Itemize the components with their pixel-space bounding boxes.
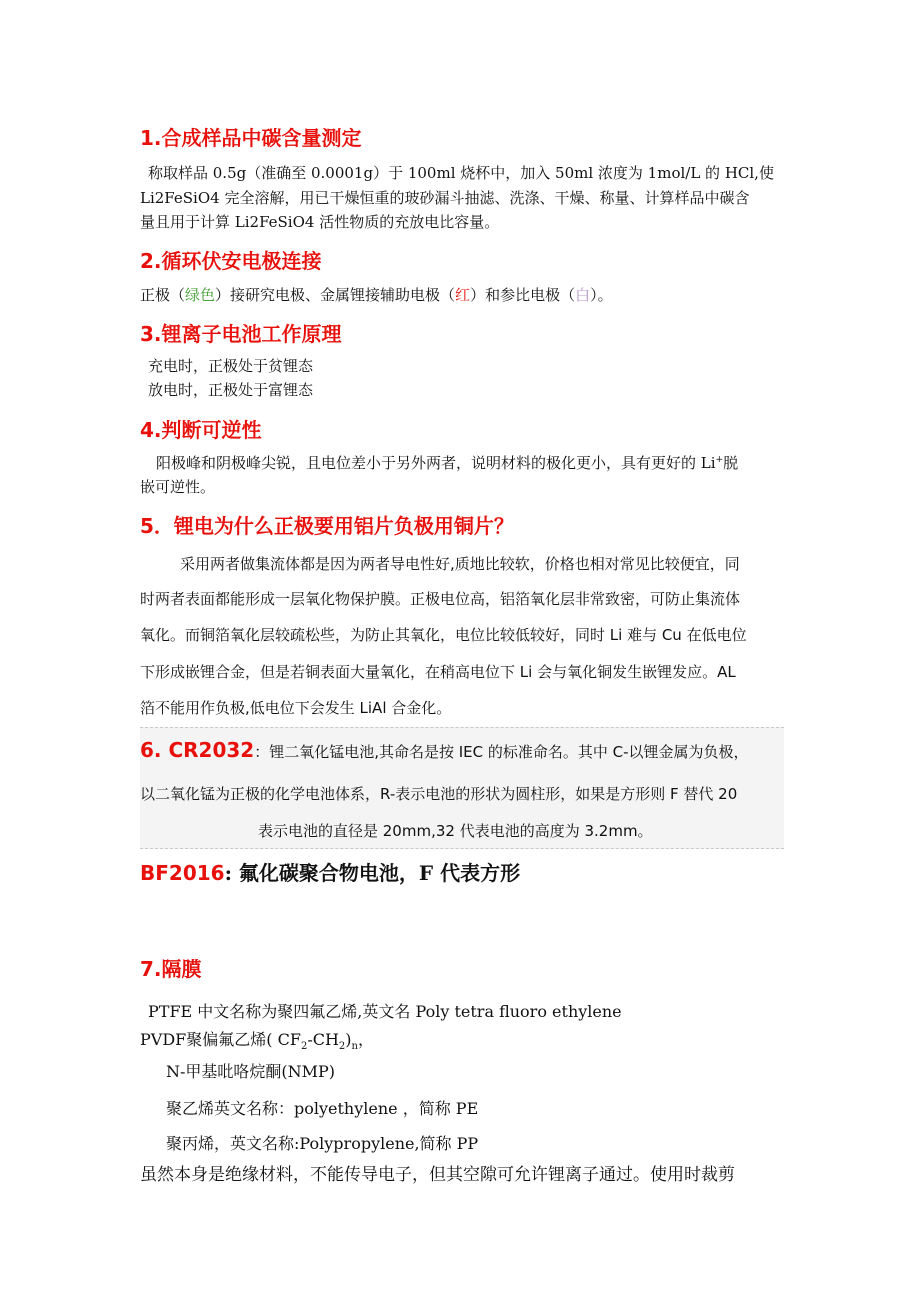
section-2-title: 2.循环伏安电极连接 <box>140 249 322 273</box>
red-label: 红 <box>455 286 471 304</box>
section-6-line-2: 以二氧化锰为正极的化学电池体系，R-表示电池的形状为圆柱形，如果是方形则 F 替代 20 <box>140 785 738 803</box>
subscript: 2 <box>338 1041 346 1053</box>
text-segment: : 氟化碳聚合物电池，F 代表方形 <box>224 861 521 885</box>
text-segment: ）接研究电极、金属锂接辅助电极（ <box>215 286 456 304</box>
section-7-line-4: 聚乙烯英文名称：polyethylene ，简称 PE <box>166 1099 479 1118</box>
section-7-line-2 <box>140 1027 374 1052</box>
section-1-line-3: 量且用于计算 Li2FeSiO4 活性物质的充放电比容量。 <box>140 213 500 231</box>
green-label: 绿色 <box>185 286 216 304</box>
text-segment: ) <box>345 1030 352 1049</box>
text-segment: 正极（ <box>140 286 186 304</box>
text-segment: 阳极峰和阴极峰尖锐，且电位差小于另外两者，说明材料的极化更小，具有更好的 Li <box>156 454 716 472</box>
text-segment: ）。 <box>590 286 613 304</box>
section-6-line-3: 表示电池的直径是 20mm,32 代表电池的高度为 3.2mm。 <box>258 822 653 840</box>
section-2-line <box>140 284 613 305</box>
section-4-line-2: 嵌可逆性。 <box>140 478 216 496</box>
section-1-title: 1.合成样品中碳含量测定 <box>140 126 362 150</box>
superscript: + <box>715 455 724 465</box>
section-1-line-2: Li2FeSiO4 完全溶解，用已干燥恒重的玻砂漏斗抽滤、洗涤、干燥、称量、计算样品中碳含 <box>140 189 750 207</box>
section-3-title: 3.锂离子电池工作原理 <box>140 322 342 346</box>
section-7-line-1: PTFE 中文名称为聚四氟乙烯,英文名 Poly tetra fluoro ethylene <box>148 1002 622 1021</box>
section-5-line-4: 下形成嵌锂合金，但是若铜表面大量氧化，在稍高电位下 Li 会与氧化铜发生嵌锂发应。AL <box>140 663 736 681</box>
text-segment: PVDF聚偏氟乙烯( CF <box>140 1030 301 1049</box>
bf2016-line <box>140 857 520 886</box>
section-7-line-6: 虽然本身是绝缘材料，不能传导电子，但其空隙可允许锂离子通过。使用时裁剪 <box>140 1165 735 1185</box>
text-segment: ）和参比电极（ <box>470 286 576 304</box>
section-5-line-5: 箔不能用作负极,低电位下会发生 LiAl 合金化。 <box>140 699 452 717</box>
section-1-line-1: 称取样品 0.5g（准确至 0.0001g）于 100ml 烧杯中，加入 50ml 浓度为 1mol/L 的 HCl,使 <box>148 164 774 182</box>
section-7-line-3: N-甲基吡咯烷酮(NMP) <box>166 1062 336 1081</box>
section-6-title: 6. CR2032 <box>140 738 255 762</box>
section-7-line-5: 聚丙烯，英文名称:Polypropylene,简称 PP <box>166 1134 479 1153</box>
white-label: 白 <box>575 286 591 304</box>
text-segment: 脱 <box>723 454 739 472</box>
section-4-line-1 <box>156 452 738 473</box>
section-5-line-1: 采用两者做集流体都是因为两者导电性好,质地比较软，价格也相对常见比较便宜，同 <box>180 555 740 573</box>
section-5-line-2: 时两者表面都能形成一层氧化物保护膜。正极电位高，铝箔氧化层非常致密，可防止集流体 <box>140 590 741 608</box>
section-3-line-2: 放电时，正极处于富锂态 <box>148 381 314 399</box>
section-4-title: 4.判断可逆性 <box>140 418 262 442</box>
section-7-title: 7.隔膜 <box>140 957 202 981</box>
subscript: 2 <box>300 1041 308 1053</box>
text-segment: ：锂二氧化锰电池,其命名是按 IEC 的标准命名。其中 C-以锂金属为负极， <box>254 743 749 761</box>
section-3-line-1: 充电时，正极处于贫锂态 <box>148 357 314 375</box>
text-segment: -CH <box>307 1030 339 1049</box>
section-5-line-3: 氧化。而铜箔氧化层较疏松些，为防止其氧化，电位比较低较好，同时 Li 难与 Cu 在低电位 <box>140 626 747 644</box>
subscript: n <box>351 1041 358 1053</box>
text-segment: ， <box>358 1030 375 1049</box>
section-5-title: 5．锂电为什么正极要用铝片负极用铜片？ <box>140 514 514 538</box>
section-6-line-1 <box>140 738 749 762</box>
bf2016-code: BF2016 <box>140 861 225 885</box>
